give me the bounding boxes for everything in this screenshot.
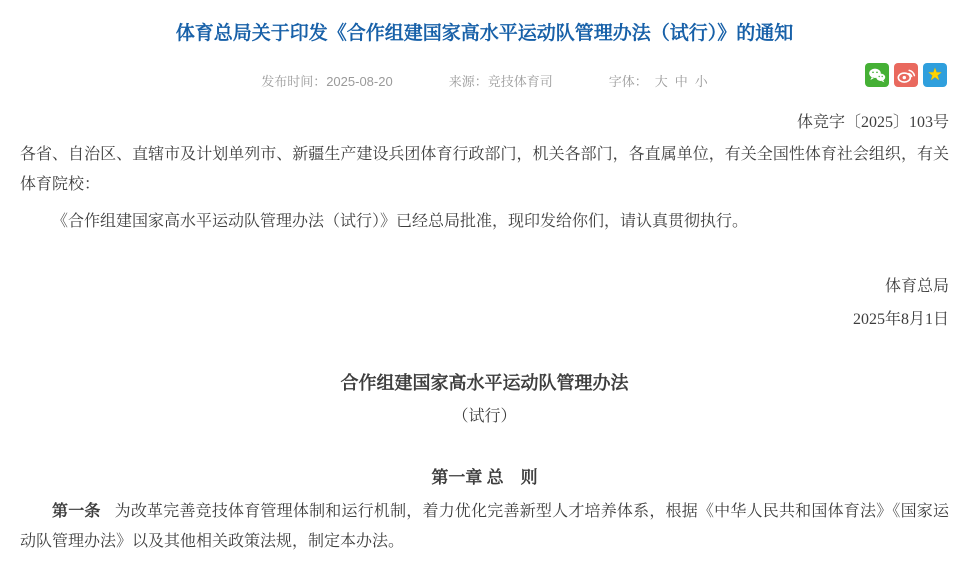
font-size-control: [609, 71, 708, 90]
weibo-icon: [894, 63, 918, 87]
attachment-title: 合作组建国家高水平运动队管理办法: [340, 373, 629, 393]
article-1: [20, 497, 949, 557]
font-size-large[interactable]: 大: [654, 73, 668, 89]
chapter-1-heading: 第一章 总 则: [431, 468, 538, 487]
qzone-share-button[interactable]: [923, 63, 947, 87]
source-label: 来源：竞技体育司: [448, 73, 553, 89]
document-body: [0, 108, 969, 557]
share-bar: [865, 63, 947, 87]
wechat-icon: [865, 63, 889, 87]
publish-date: 发布时间：2025-08-20: [261, 73, 393, 89]
meta-bar: [0, 66, 969, 94]
qzone-star-icon: ★: [927, 64, 943, 85]
font-size-label: 字体：: [608, 73, 648, 89]
wechat-share-button[interactable]: [865, 63, 889, 87]
attachment-subtitle: （试行）: [452, 408, 517, 425]
weibo-share-button[interactable]: [894, 63, 918, 87]
page-title: 体育总局关于印发《合作组建国家高水平运动队管理办法（试行）》的通知: [175, 23, 794, 44]
doc-number: 体竞字〔2025〕103号: [796, 114, 949, 131]
signature: 体育总局: [884, 278, 949, 295]
salutation: 各省、自治区、直辖市及计划单列市、新疆生产建设兵团体育行政部门，机关各部门，各直属单位，有关全国性体育社会组织，有关体育院校：: [20, 146, 949, 193]
article-1-label: 第一条: [52, 503, 101, 520]
signature-date: 2025年8月1日: [852, 311, 949, 328]
article-1-text: 为改革完善竞技体育管理体制和运行机制，着力优化完善新型人才培养体系，根据《中华人民共和国体育法》《国家运动队管理办法》以及其他相关政策法规，制定本办法。: [20, 503, 949, 550]
font-size-medium[interactable]: 中: [674, 73, 688, 89]
notice-body: 《合作组建国家高水平运动队管理办法（试行）》已经总局批准，现印发给你们，请认真贯彻执行。: [52, 213, 749, 230]
font-size-small[interactable]: 小: [694, 73, 708, 89]
